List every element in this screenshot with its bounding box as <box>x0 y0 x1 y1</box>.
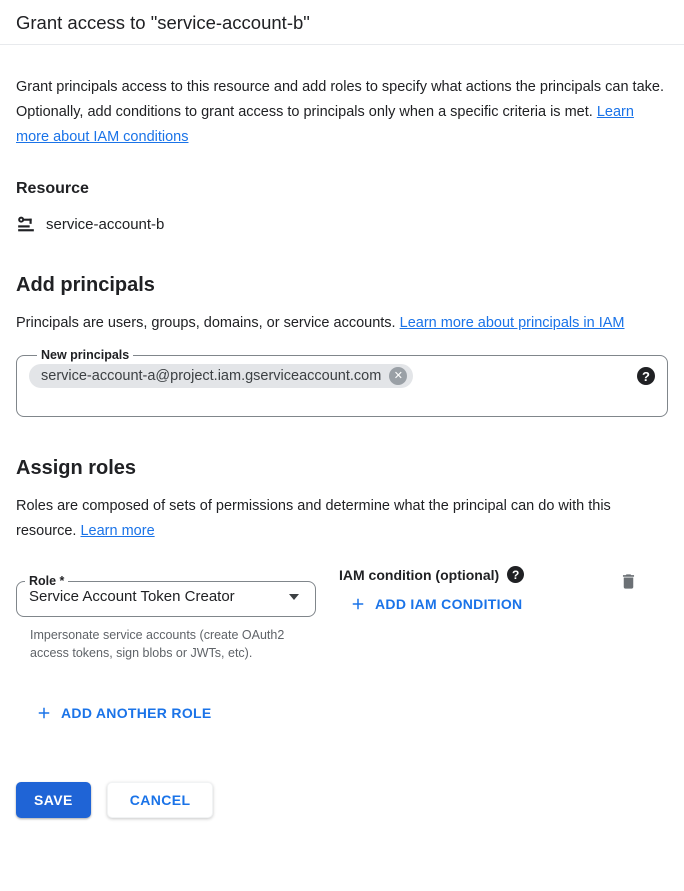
dialog-header <box>0 0 684 45</box>
add-iam-condition-button[interactable] <box>349 595 522 613</box>
principal-chip[interactable] <box>29 364 413 388</box>
dialog-body <box>0 75 684 818</box>
assign-roles-heading: Assign roles <box>16 457 137 479</box>
role-helper-text: Impersonate service accounts (create OAuth2 access tokens, sign blobs or JWTs, etc). <box>30 628 285 660</box>
new-principals-field[interactable] <box>16 348 668 417</box>
dialog-description <box>16 75 668 150</box>
chevron-down-icon <box>289 594 299 600</box>
role-select-value: Service Account Token Creator <box>29 588 235 605</box>
role-column <box>16 562 316 662</box>
add-principals-description <box>16 311 668 336</box>
assign-roles-description <box>16 494 668 544</box>
iam-conditions-learn-more-link[interactable]: Learn more about IAM conditions <box>16 104 634 145</box>
role-select-label: Role * <box>29 574 65 588</box>
cancel-button[interactable]: CANCEL <box>107 782 214 818</box>
iam-condition-label: IAM condition (optional) <box>339 566 500 583</box>
plus-icon <box>35 704 53 722</box>
principals-help-icon[interactable]: ? <box>637 367 655 385</box>
resource-name: service-account-b <box>46 215 165 233</box>
role-row <box>16 562 668 662</box>
new-principals-label: New principals <box>41 348 130 362</box>
role-select[interactable] <box>16 574 316 617</box>
plus-icon <box>349 595 367 613</box>
add-iam-condition-label: ADD IAM CONDITION <box>375 596 523 612</box>
assign-roles-description-text: Roles are composed of sets of permissions and determine what the principal can do with this resource. <box>16 498 611 539</box>
trash-icon <box>619 572 638 591</box>
delete-role-column <box>617 562 640 595</box>
dialog-title: Grant access to "service-account-b" <box>16 12 310 33</box>
iam-condition-column <box>339 562 617 617</box>
principal-chip-label: service-account-a@project.iam.gserviceaccount.com <box>41 368 382 384</box>
roles-learn-more-link[interactable]: Learn more <box>80 523 155 539</box>
add-another-role-label: ADD ANOTHER ROLE <box>61 705 212 721</box>
add-principals-description-text: Principals are users, groups, domains, or service accounts. <box>16 315 396 331</box>
add-another-role-button[interactable] <box>35 704 212 722</box>
iam-condition-label-row <box>339 566 617 583</box>
save-button[interactable]: SAVE <box>16 782 91 818</box>
service-account-icon <box>16 214 36 234</box>
dialog-actions <box>16 782 668 818</box>
new-principals-row <box>29 364 655 388</box>
dialog-description-text: Grant principals access to this resource and add roles to specify what actions the principals can take. Optionally, add conditions to grant access to principals only when a specific criteria is met. <box>16 79 664 120</box>
resource-heading: Resource <box>16 180 89 197</box>
role-select-inner <box>17 588 315 616</box>
condition-help-icon[interactable]: ? <box>507 566 524 583</box>
chip-close-icon[interactable]: ✕ <box>389 367 407 385</box>
add-principals-heading: Add principals <box>16 274 155 296</box>
principals-learn-more-link[interactable]: Learn more about principals in IAM <box>399 315 625 331</box>
resource-row <box>16 214 668 234</box>
delete-role-button[interactable] <box>617 570 640 593</box>
